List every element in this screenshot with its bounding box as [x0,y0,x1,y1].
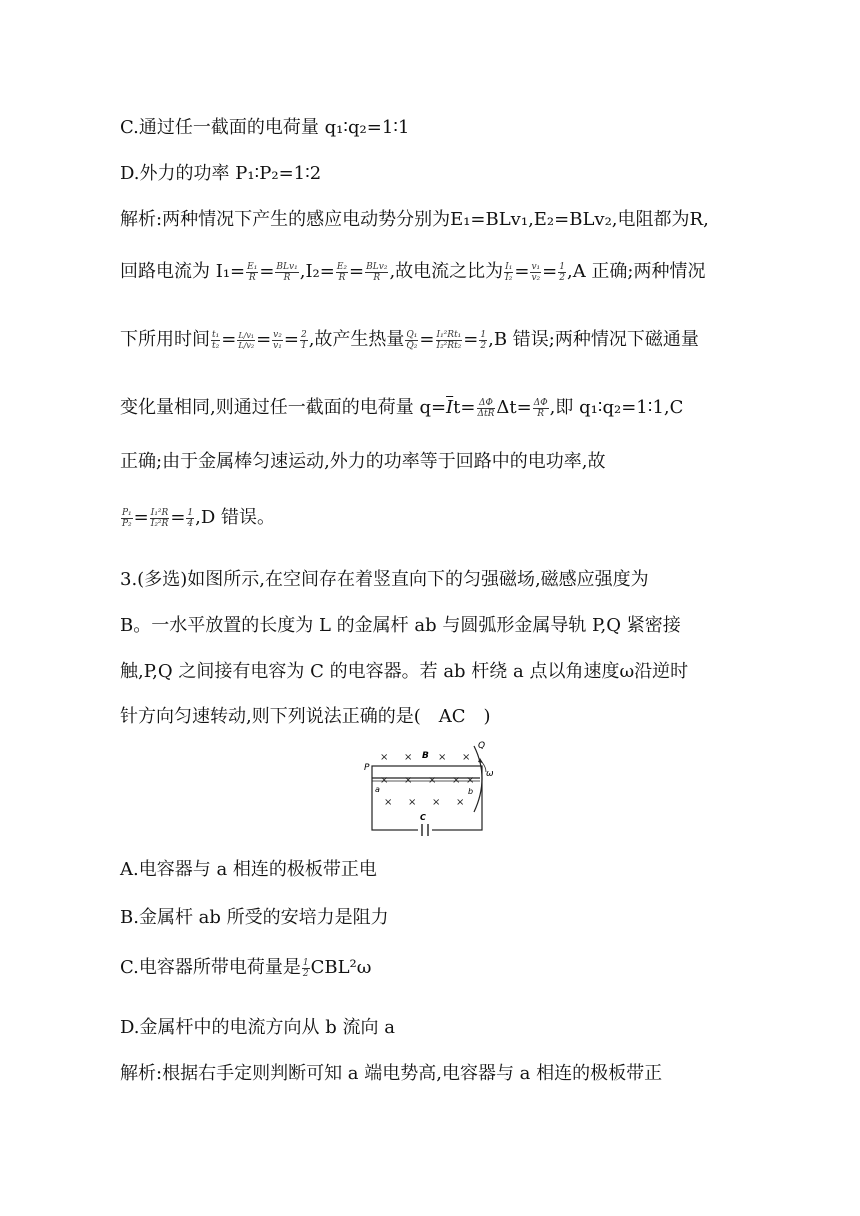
field-cross: × [380,752,389,763]
field-cross: × [438,752,447,763]
field-cross: × [456,797,465,808]
label-a: a [375,785,380,794]
field-cross: × [384,797,393,808]
field-cross: × [432,797,441,808]
field-cross: × [452,775,461,786]
label-omega: ω [486,769,494,779]
field-cross: × [408,797,417,808]
option-c: C.电容器所带电荷量是 $\frac{1}{2}$ CBL²ω [120,957,372,979]
arc-rail [474,746,482,812]
question-3-line-4: 针方向匀速转动,则下列说法正确的是( AC ) [120,706,491,727]
analysis-line-1: 解析:两种情况下产生的感应电动势分别为E₁=BLv₁,E₂=BLv₂,电阻都为R, [120,209,709,230]
field-cross: × [428,775,437,786]
option-d-prev: D.外力的功率 P₁∶P₂=1∶2 [120,163,322,184]
analysis-line-4: 变化量相同,则通过任一截面的电荷量 $q=\overline{I}t=$ $\frac{\Delta\Phi}{\text{ΔtR}}$ Δt= $\frac{\Delta\Phi}{R}$ ,即 q₁∶q₂=1∶1,C [120,397,684,419]
field-cross: × [380,775,389,786]
circuit-diagram [362,738,502,838]
analysis-line-6: $\frac{\text{P₁}}{\text{P₂}}$ = $\frac{\text{I₁²R}}{\text{I₂²R}}$ = $\frac{1}{4}$ ,D 错误。 [122,507,276,529]
label-c: C [420,813,426,822]
option-d: D.金属杆中的电流方向从 b 流向 a [120,1017,395,1038]
field-cross: × [404,752,413,763]
analysis-line-2: 回路电流为 I₁= $\frac{\text{E₁}}{R}$ = $\frac{\text{BLv₁}}{R}$ ,I₂= $\frac{\text{E₂}}{R}$ = $\frac{\text{BLv₂}}{R}$ ,故电流之比为 $\frac{\text{I₁}}{\text{I₂}}$ = $\frac{\text{v₁}}{\text{v₂}}$ = $\frac{1}{2}$ ,A 正确;两种情况 [120,261,706,283]
option-a: A.电容器与 a 相连的极板带正电 [120,859,377,880]
label-b-field: B [422,751,429,761]
field-cross: × [404,775,413,786]
analysis-q3: 解析:根据右手定则判断可知 a 端电势高,电容器与 a 相连的极板带正 [120,1063,663,1084]
option-c-prev: C.通过任一截面的电荷量 q₁∶q₂=1∶1 [120,117,410,138]
analysis-line-5: 正确;由于金属棒匀速运动,外力的功率等于回路中的电功率,故 [120,451,606,472]
analysis-line-3: 下所用时间 $\frac{\text{t₁}}{\text{t₂}}$ = $\frac{\text{L/v₁}}{\text{L/v₂}}$ = $\frac{\text{v₂}}{\text{v₁}}$ = $\frac{2}{1}$ ,故产生热量 $\frac{\text{Q₁}}{\text{Q₂}}$ = $\frac{\text{I₁²Rt₁}}{\text{I₂²Rt₂}}$ = $\frac{1}{2}$ ,B 错误;两种情况下磁通量 [120,329,699,351]
field-cross: × [466,775,475,786]
question-3-line-1: 3.(多选)如图所示,在空间存在着竖直向下的匀强磁场,磁感应强度为 [120,569,649,590]
option-b: B.金属杆 ab 所受的安培力是阻力 [120,907,389,928]
question-3-line-2: B。一水平放置的长度为 L 的金属杆 ab 与圆弧形金属导轨 P,Q 紧密接 [120,615,681,636]
label-p: P [364,763,370,773]
label-q: Q [478,741,486,751]
question-3-line-3: 触,P,Q 之间接有电容为 C 的电容器。若 ab 杆绕 a 点以角速度ω沿逆时 [120,661,689,682]
field-cross: × [462,752,471,763]
label-b-end: b [468,787,474,796]
